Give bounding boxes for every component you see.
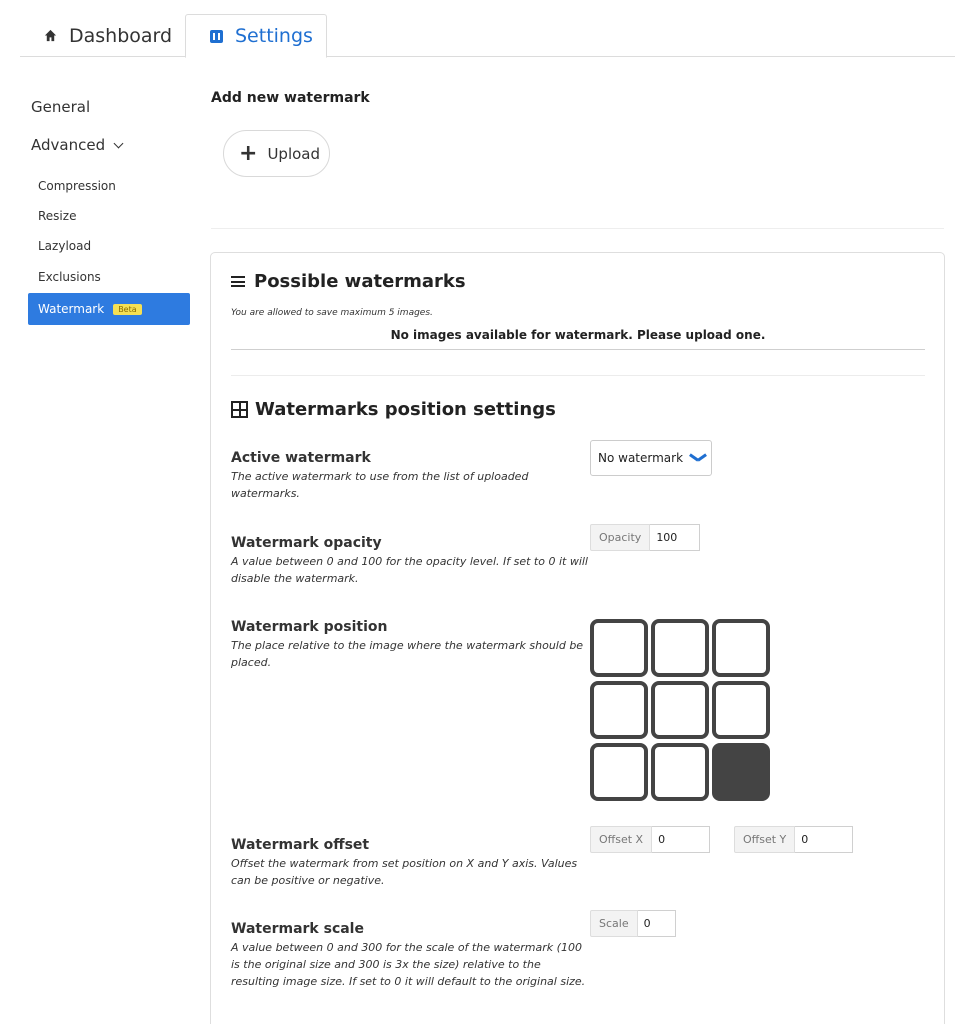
sidebar-item-resize[interactable]: Resize	[38, 209, 77, 223]
scale-input-group	[590, 910, 676, 937]
plus-icon: +	[239, 140, 258, 166]
home-icon	[44, 29, 57, 42]
active-watermark-desc: The active watermark to use from the list of uploaded watermarks.	[231, 470, 529, 500]
scale-title: Watermark scale	[231, 921, 364, 937]
possible-watermarks-title: Possible watermarks	[254, 271, 466, 292]
position-settings-title: Watermarks position settings	[255, 399, 556, 420]
sidebar-item-general[interactable]: General	[31, 98, 91, 116]
tab-dashboard[interactable]	[20, 14, 185, 57]
position-title: Watermark position	[231, 619, 388, 635]
tab-settings[interactable]	[185, 14, 327, 58]
scale-desc: A value between 0 and 300 for the scale of the watermark (100 is the original size and 300 is 3x the size) relative to the resulting image size. If set to 0 it will default to the original size.	[231, 941, 586, 988]
opacity-label: Opacity	[590, 524, 650, 551]
position-settings-heading	[231, 399, 556, 420]
chevron-down-icon	[114, 138, 124, 148]
position-bottom-center[interactable]	[651, 743, 709, 801]
position-middle-left[interactable]	[590, 681, 648, 739]
position-top-center[interactable]	[651, 619, 709, 677]
possible-watermarks-heading	[231, 271, 466, 292]
settings-icon	[210, 30, 223, 43]
upload-button[interactable]	[223, 130, 330, 177]
add-watermark-title: Add new watermark	[211, 90, 370, 106]
sidebar-item-lazyload[interactable]: Lazyload	[38, 239, 92, 253]
position-desc: The place relative to the image where the watermark should be placed.	[231, 639, 584, 669]
sidebar-item-compression[interactable]: Compression	[38, 179, 116, 193]
opacity-title: Watermark opacity	[231, 535, 382, 551]
sidebar-item-watermark-label: Watermark	[38, 302, 105, 316]
max-images-note: You are allowed to save maximum 5 images.	[231, 308, 433, 318]
sidebar-item-exclusions[interactable]: Exclusions	[38, 270, 101, 284]
position-bottom-right[interactable]	[712, 743, 770, 801]
upload-button-label: Upload	[267, 144, 320, 163]
position-top-right[interactable]	[712, 619, 770, 677]
offset-y-input-group	[734, 826, 853, 853]
scale-input[interactable]	[638, 910, 676, 937]
opacity-input-group	[590, 524, 700, 551]
active-watermark-value: No watermark	[598, 451, 684, 465]
beta-badge: Beta	[113, 304, 141, 315]
sidebar-item-advanced-label: Advanced	[31, 136, 106, 154]
position-bottom-left[interactable]	[590, 743, 648, 801]
active-watermark-select[interactable]	[590, 440, 712, 476]
grid-icon	[231, 401, 248, 418]
opacity-input[interactable]	[650, 524, 700, 551]
empty-state-message: No images available for watermark. Please upload one.	[390, 328, 766, 342]
offset-x-input-group	[590, 826, 710, 853]
position-middle-right[interactable]	[712, 681, 770, 739]
offset-title: Watermark offset	[231, 837, 370, 853]
tab-bar	[20, 14, 955, 57]
active-watermark-title: Active watermark	[231, 450, 371, 466]
position-grid	[590, 619, 771, 801]
offset-y-label: Offset Y	[734, 826, 795, 853]
position-top-left[interactable]	[590, 619, 648, 677]
offset-y-input[interactable]	[795, 826, 853, 853]
divider	[231, 349, 925, 350]
divider	[231, 375, 925, 376]
sidebar-item-watermark[interactable]	[28, 293, 190, 325]
list-icon	[231, 276, 245, 287]
divider	[211, 228, 944, 229]
offset-desc: Offset the watermark from set position on X and Y axis. Values can be positive or negative.	[231, 857, 578, 887]
tab-dashboard-label: Dashboard	[69, 24, 173, 47]
sidebar-item-advanced[interactable]	[31, 136, 122, 154]
opacity-desc: A value between 0 and 100 for the opacity level. If set to 0 it will disable the watermark.	[231, 555, 588, 585]
chevron-down-icon	[689, 453, 707, 463]
scale-label: Scale	[590, 910, 638, 937]
tab-settings-label: Settings	[235, 25, 313, 47]
position-middle-center[interactable]	[651, 681, 709, 739]
offset-x-label: Offset X	[590, 826, 652, 853]
offset-x-input[interactable]	[652, 826, 710, 853]
